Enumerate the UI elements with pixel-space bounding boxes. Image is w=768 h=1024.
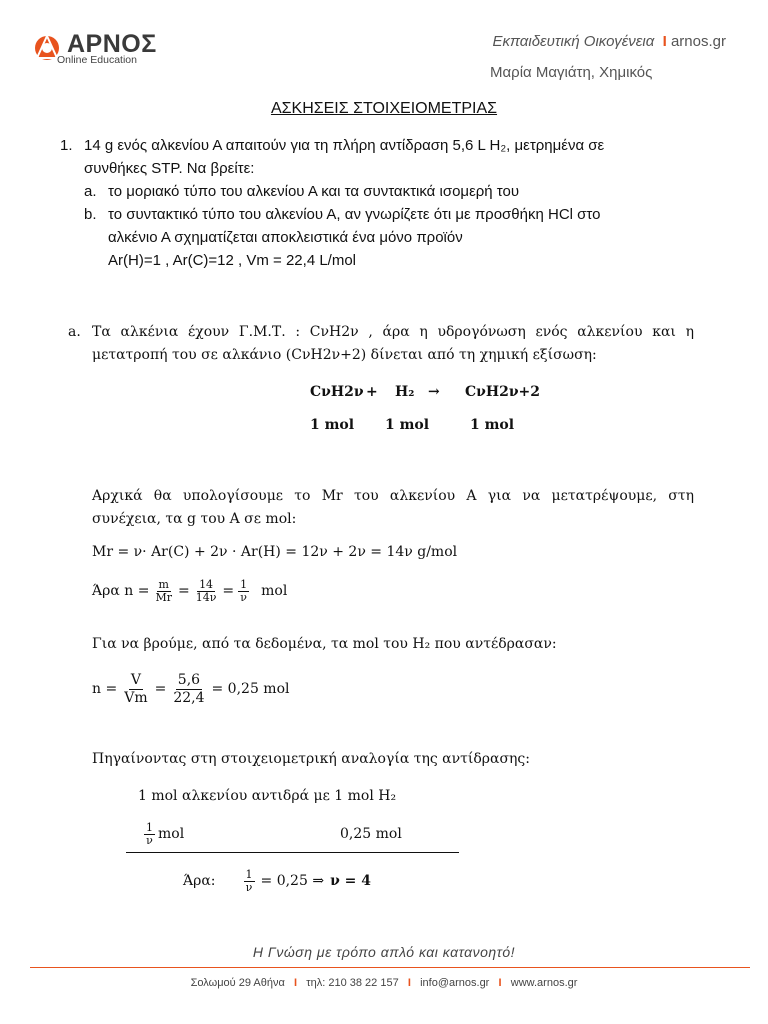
frac-m-mr: $\frac{m}{Mr}$ [155, 577, 172, 604]
moles-h2-equation: n = $\frac{V}{Vm}$ = $\frac{5,6}{22,4}$ = 0,25 mol [92, 671, 290, 706]
answer-p1-line2: μετατροπή του σε αλκάνιο (CνH2ν+2) δίνεται από τη χημική εξίσωση: [92, 347, 597, 363]
ratio-divider [126, 852, 459, 853]
n-eq-result: = 0,25 mol [211, 681, 290, 697]
ratio-line: 1 mol αλκενίου αντιδρά με 1 mol H₂ [138, 788, 397, 804]
mol-product: 1 mol [470, 417, 515, 433]
logo [33, 30, 158, 66]
frac-14-14v: $\frac{14}{14\nu}$ [195, 577, 217, 604]
n-eq-left: n = [92, 681, 118, 697]
footer-divider [30, 967, 750, 968]
footer-web[interactable]: www.arnos.gr [510, 977, 578, 989]
logo-name: ΑΡΝΟΣ [67, 30, 157, 58]
mol-h2: 1 mol [385, 417, 430, 433]
question-b-line2: αλκένιο Α σχηματίζεται αποκλειστικά ένα μόνο προϊόν [108, 229, 463, 246]
family-label: Εκπαιδευτική Οικογένεια [492, 33, 655, 50]
answer-p2-line2: συνέχεια, τα g του Α σε mol: [92, 511, 297, 527]
frac-1-v: $\frac{1}{\nu}$ [240, 577, 248, 604]
mr-equation: Mr = ν· Ar(C) + 2ν · Ar(H) = 12ν + 2ν = 14ν g/mol [92, 544, 458, 560]
question-block [60, 134, 720, 272]
footer-slogan: Η Γνώση με τρόπο απλό και κατανοητό! [252, 944, 516, 960]
question-a-label: a. [84, 183, 97, 200]
footer-address: Σολωμού 29 Αθήνα [190, 977, 285, 989]
question-number: 1. [60, 137, 73, 154]
eq-arrow: → [428, 384, 440, 400]
answer-p4: Πηγαίνοντας στη στοιχειομετρική αναλογία της αντίδρασης: [92, 751, 530, 767]
mol-reactant: 1 mol [310, 417, 355, 433]
question-given: Ar(H)=1 , Ar(C)=12 , Vm = 22,4 L/mol [108, 252, 357, 269]
mol-unit: mol [261, 583, 288, 599]
eq-reactant: CνH2ν [310, 384, 364, 400]
question-line1: 14 g ενός αλκενίου Α απαιτούν για τη πλήρη αντίδραση 5,6 L H₂, μετρημένα σε [84, 137, 605, 154]
final-frac-1-v: $\frac{1}{\nu}$ [245, 867, 253, 894]
answer-label: a. [68, 324, 81, 340]
eq-plus: + [366, 384, 378, 400]
answer-p1-line1: Τα αλκένια έχουν Γ.Μ.Τ. : CνH2ν , άρα η υδρογόνωση ενός αλκενίου και η [92, 324, 694, 340]
frac-56-224: $\frac{5,6}{22,4}$ [173, 671, 205, 706]
footer-phone: τηλ: 210 38 22 157 [306, 977, 399, 989]
frac-v-vm: $\frac{V}{Vm}$ [124, 671, 148, 706]
header-family: Εκπαιδευτική Οικογένεια I arnos.gr [492, 33, 726, 50]
author: Μαρία Μαγιάτη, Χημικός [490, 64, 653, 81]
answer-p2-line1: Αρχικά θα υπολογίσουμε το Mr του αλκενίου Α για να μετατρέψουμε, στη [92, 488, 694, 504]
question-b-label: b. [84, 206, 97, 223]
ratio-left-unit: mol [158, 826, 185, 842]
page-title: ΑΣΚΗΣΕΙΣ ΣΤΟΙΧΕΙΟΜΕΤΡΙΑΣ [270, 100, 498, 117]
ratio-frac-1-v: $\frac{1}{\nu}$ [146, 820, 153, 847]
final-eq: = 0,25 ⇒ [260, 873, 325, 889]
final-ara: Άρα: [183, 873, 216, 889]
question-a-text: το μοριακό τύπο του αλκενίου Α και τα συντακτικά ισομερή του [108, 183, 520, 200]
ara-label: Άρα n = [92, 583, 150, 599]
footer-info: Σολωμού 29 Αθήνα I τηλ: 210 38 22 157 I info@arnos.gr I www.arnos.gr [190, 977, 578, 989]
answer-p3: Για να βρούμε, από τα δεδομένα, τα mol του H₂ που αντέδρασαν: [92, 636, 557, 652]
eq-product: CνH2ν+2 [465, 384, 541, 400]
eq-h2: H₂ [395, 384, 415, 400]
ratio-left [144, 818, 184, 850]
site-label: arnos.gr [670, 33, 726, 50]
final-result [183, 864, 371, 898]
final-value: ν = 4 [330, 873, 371, 889]
ratio-right: 0,25 mol [340, 826, 402, 842]
question-line2: συνθήκες STP. Να βρείτε: [84, 160, 255, 177]
logo-subtitle: Online Education [57, 54, 137, 66]
mol-row [310, 414, 570, 436]
chemical-equation [310, 381, 570, 403]
moles-alkene-equation: Άρα n = $\frac{m}{Mr}$ = $\frac{14}{14\nu}$ = $\frac{1}{\nu}$ mol [92, 577, 288, 604]
question-b-line1: το συντακτικό τύπο του αλκενίου Α, αν γνωρίζετε ότι με προσθήκη HCl στο [108, 206, 601, 223]
footer-email[interactable]: info@arnos.gr [420, 977, 490, 989]
